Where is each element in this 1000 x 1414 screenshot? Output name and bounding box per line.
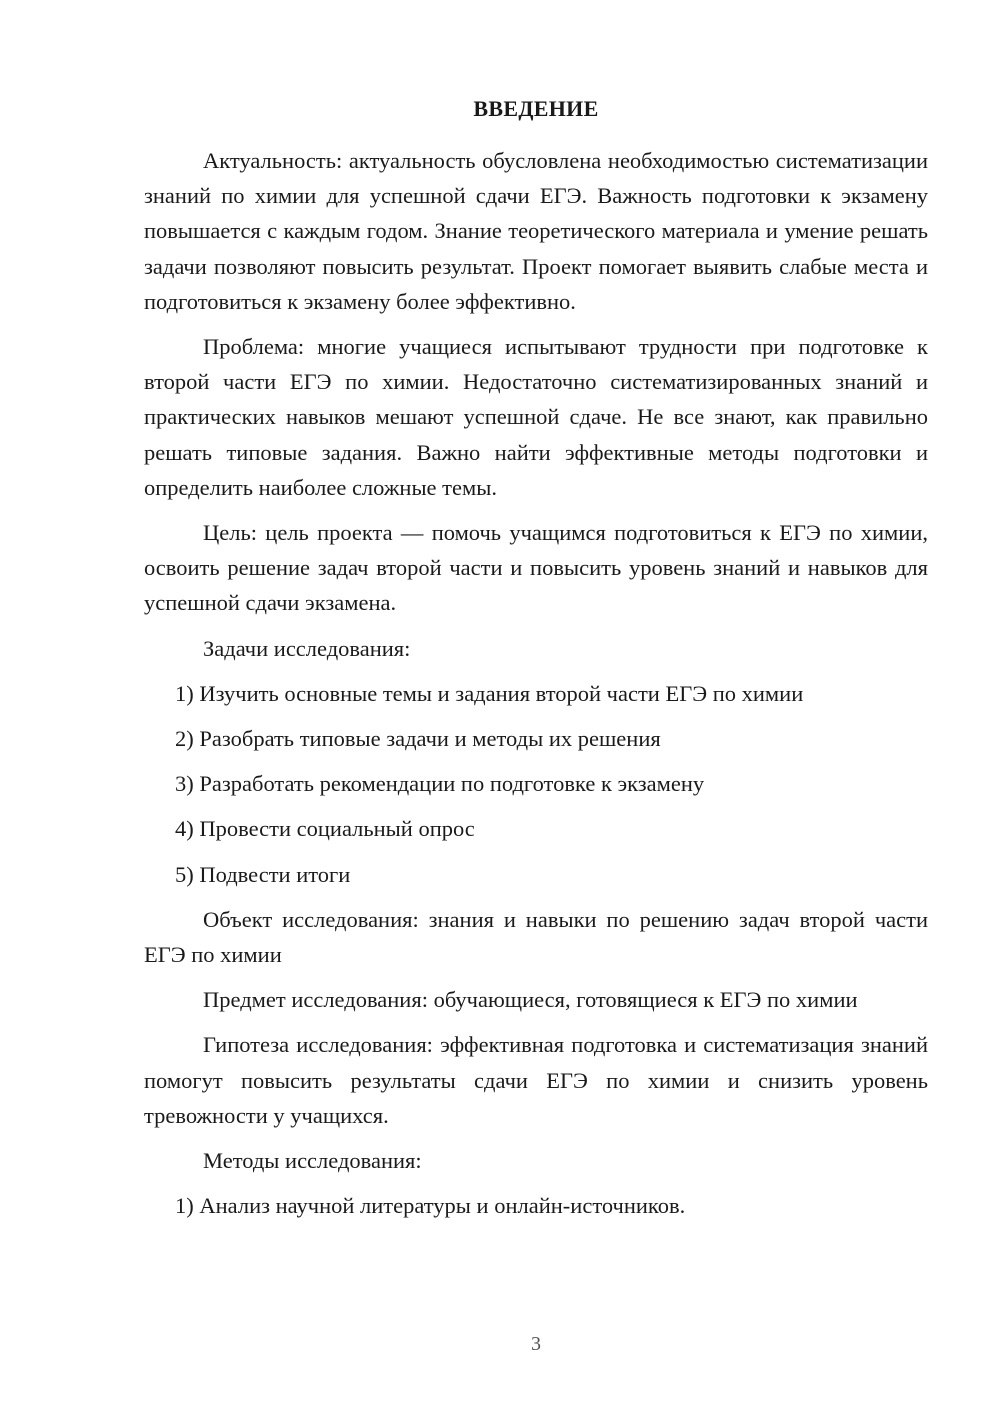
method-item: 1) Анализ научной литературы и онлайн-источников.	[175, 1193, 686, 1219]
task-item: 5) Подвести итоги	[175, 861, 351, 887]
goal-paragraph: Цель: цель проекта — помочь учащимся подготовиться к ЕГЭ по химии, освоить решение задач второй части и повысить уровень знаний и навыков для успешной сдачи экзамена.	[144, 520, 928, 616]
subject-paragraph: Предмет исследования: обучающиеся, готовящиеся к ЕГЭ по химии	[203, 987, 858, 1013]
object-paragraph: Объект исследования: знания и навыки по решению задач второй части ЕГЭ по химии	[144, 906, 928, 968]
tasks-heading: Задачи исследования:	[203, 635, 411, 661]
problem-paragraph: Проблема: многие учащиеся испытывают трудности при подготовке к второй части ЕГЭ по химии. Недостаточно систематизированных знаний и практических навыков мешают успешной сдаче. Не все знают, как правильно решать типовые задания. Важно найти эффективные методы подготовки и определить наиболее сложные темы.	[144, 334, 928, 500]
task-item: 1) Изучить основные темы и задания второй части ЕГЭ по химии	[175, 680, 804, 706]
page-title: ВВЕДЕНИЕ	[473, 96, 599, 121]
hypothesis-paragraph: Гипотеза исследования: эффективная подготовка и систематизация знаний помогут повысить результаты сдачи ЕГЭ по химии и снизить уровень тревожности у учащихся.	[144, 1032, 928, 1128]
methods-heading: Методы исследования:	[203, 1148, 422, 1174]
page-number: 3	[531, 1333, 541, 1355]
task-item: 2) Разобрать типовые задачи и методы их решения	[175, 726, 661, 752]
relevance-paragraph: Актуальность: актуальность обусловлена необходимостью систематизации знаний по химии для успешной сдачи ЕГЭ. Важность подготовки к экзамену повышается с каждым годом. Знание теоретического материала и умение решать задачи позволяют повысить результат. Проект помогает выявить слабые места и подготовиться к экзамену более эффективно.	[144, 148, 928, 314]
task-item: 3) Разработать рекомендации по подготовке к экзамену	[175, 771, 705, 797]
body-text	[144, 143, 928, 1233]
task-item: 4) Провести социальный опрос	[175, 816, 475, 842]
